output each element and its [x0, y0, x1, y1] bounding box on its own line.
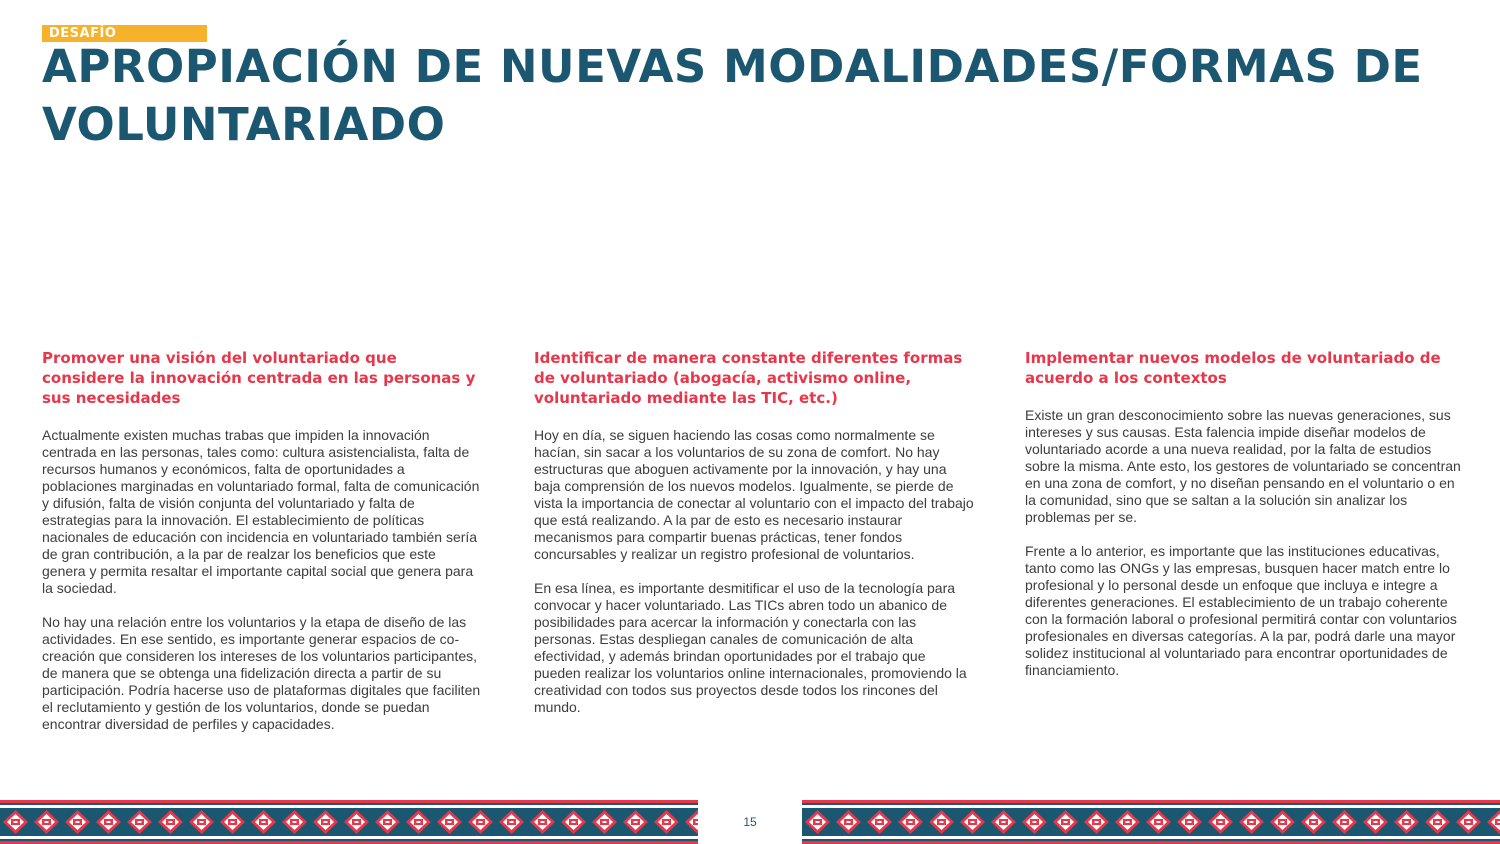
column-paragraph: Frente a lo anterior, es importante que las instituciones educativas, tanto como las ONGs y las empresas, busquen hacer match entre lo profesional y lo personal desde un enfoque que incluya e integre a diferentes generaciones. El establecimiento de un trabajo coherente con la formación laboral o profesional permitirá contar con voluntarios profesionales en diversas categorías. A la par, podrá darle una mayor solidez institucional al voluntariado para encontrar oportunidades de financiamiento. [1025, 543, 1457, 678]
column-paragraph: Hoy en día, se siguen haciendo las cosas como normalmente se hacían, sin sacar a los voluntarios de su zona de comfort. No hay estructuras que aboguen activamente por la innovación, y hay una baja comprensión de los nuevos modelos. Igualmente, se pierde de vista la importancia de conectar al voluntario con el impacto del trabajo que está realizando. A la par de esto es necesario instaurar mecanismos para compartir buenas prácticas, tener fondos concursables y realizar un registro profesional de voluntarios. [534, 427, 974, 562]
column-heading: Identificar de manera constante diferentes formas de voluntariado (abogacía, activismo online, voluntariado mediante las TIC, etc.) [534, 349, 963, 407]
column-paragraph: No hay una relación entre los voluntarios y la etapa de diseño de las actividades. En ese sentido, es importante generar espacios de co-creación que consideren los intereses de los voluntarios participantes, de manera que se obtenga una fidelización directa a partir de su participación. Podría hacerse uso de plataformas digitales que faciliten el reclutamiento y gestión de los voluntarios, donde se puedan encontrar diversidad de perfiles y capacidades. [42, 614, 481, 732]
column-1 [42, 348, 482, 750]
decorative-band-right [802, 800, 1500, 844]
column-paragraph: En esa línea, es importante desmitificar el uso de la tecnología para convocar y hacer voluntariado. Las TICs abren todo un abanico de posibilidades para acercar la información y conectarla con las personas. Estas despliegan canales de comunicación de alta efectividad, y además brindan oportunidades por el trabajo que pueden realizar los voluntarios online internacionales, promoviendo la creatividad con todos sus proyectos desde todos los rincones del mundo. [534, 580, 967, 715]
pattern-band-icon [802, 800, 1500, 844]
column-3 [1025, 348, 1465, 696]
page-title: APROPIACIÓN DE NUEVAS MODALIDADES/FORMAS DE VOLUNTARIADO [42, 40, 1423, 151]
section-tag: DESAFÍO [42, 25, 207, 42]
column-paragraph: Existe un gran desconocimiento sobre las nuevas generaciones, sus intereses y sus causas. Esta falencia impide diseñar modelos de voluntariado acorde a una nueva realidad, por la falta de estudios sobre la misma. Ante esto, los gestores de voluntariado se concentran en una zona de comfort, y no diseñan pensando en el voluntario o en la comunidad, sino que se saltan a la solución sin analizar los problemas per se. [1025, 407, 1461, 525]
pattern-band-icon [0, 800, 698, 844]
column-heading: Promover una visión del voluntariado que considere la innovación centrada en las personas y sus necesidades [42, 349, 476, 407]
decorative-band-left [0, 800, 698, 844]
page-number: 15 [743, 815, 757, 829]
column-paragraph: Actualmente existen muchas trabas que impiden la innovación centrada en las personas, tales como: cultura asistencialista, falta de recursos humanos y económicos, falta de oportunidades a poblaciones marginadas en voluntariado formal, falta de comunicación y difusión, falta de visión conjunta del voluntariado y falta de estrategias para la innovación. El establecimiento de políticas nacionales de educación con incidencia en voluntariado también sería de gran contribución, a la par de realzar los beneficios que este genera y permita resaltar el importante capital social que genera para la sociedad. [42, 427, 480, 596]
column-heading: Implementar nuevos modelos de voluntariado de acuerdo a los contextos [1025, 349, 1441, 387]
column-2 [534, 348, 974, 733]
